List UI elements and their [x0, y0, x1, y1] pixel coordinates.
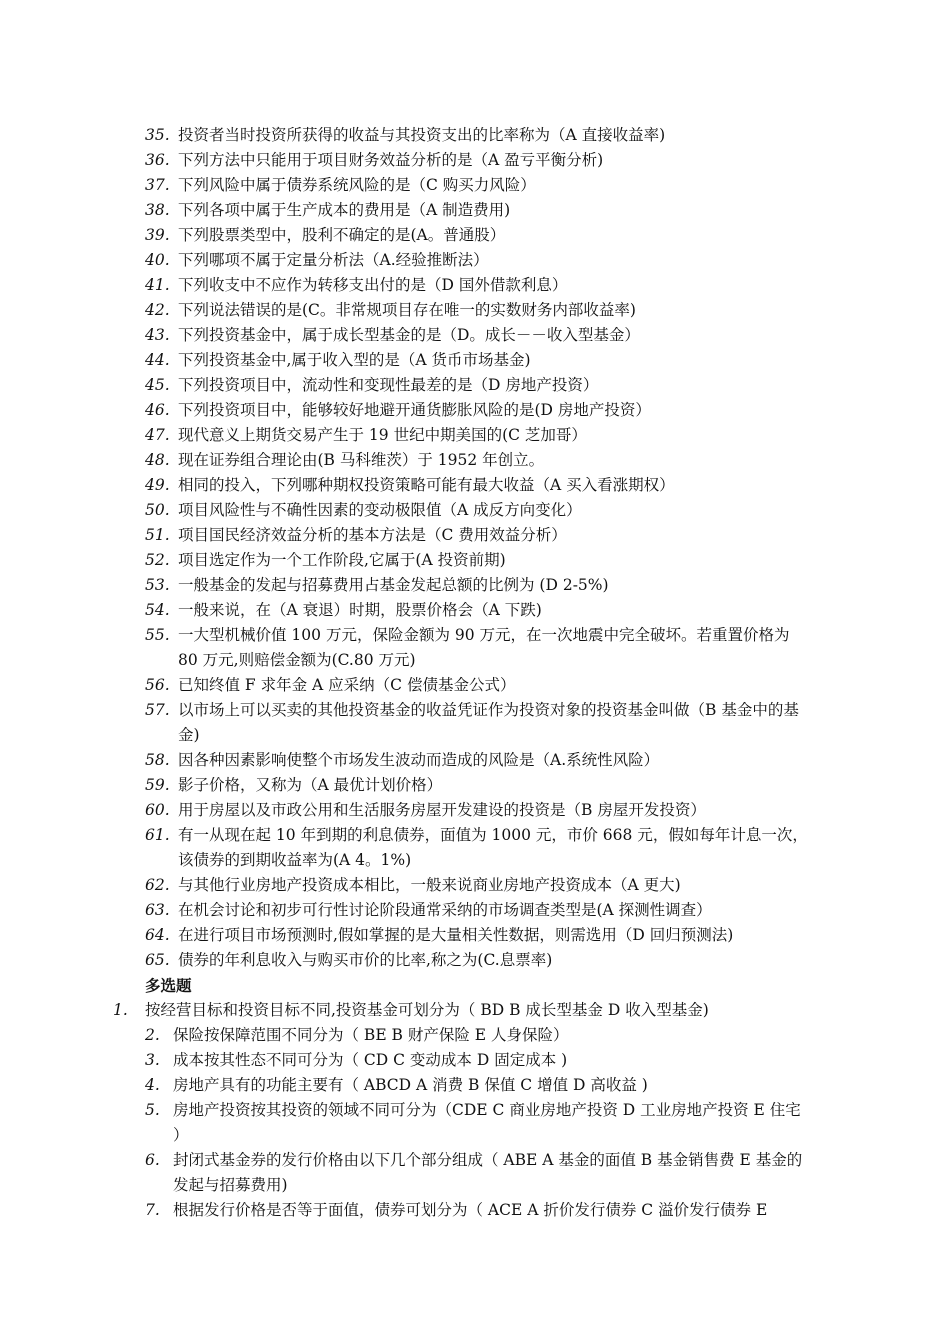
question-number: 35. [145, 126, 170, 144]
question-item [0, 248, 950, 273]
question-text: 保险按保障范围不同分为（ BE B 财产保险 E 人身保险） [173, 1026, 569, 1044]
question-number: 39. [145, 226, 170, 244]
question-item [0, 698, 950, 748]
question-item [0, 573, 950, 598]
question-text: 项目风险性与不确性因素的变动极限值（A 成反方向变化） [178, 501, 582, 519]
question-item [0, 298, 950, 323]
question-text: 投资者当时投资所获得的收益与其投资支出的比率称为（A 直接收益率) [178, 126, 666, 144]
question-number: 64. [145, 926, 170, 944]
question-number: 38. [145, 201, 170, 219]
question-text: 下列各项中属于生产成本的费用是（A 制造费用) [178, 201, 511, 219]
question-item [0, 473, 950, 498]
question-number: 65. [145, 951, 170, 969]
question-item [0, 448, 950, 473]
question-text: 下列收支中不应作为转移支出付的是（D 国外借款利息） [178, 276, 568, 294]
question-item [0, 148, 950, 173]
question-item [0, 523, 950, 548]
question-number: 61. [145, 826, 170, 844]
question-item [0, 998, 950, 1023]
question-number: 4. [145, 1076, 160, 1094]
question-item [0, 498, 950, 523]
question-number: 52. [145, 551, 170, 569]
question-number: 63. [145, 901, 170, 919]
question-number: 42. [145, 301, 170, 319]
question-text: 下列投资基金中，属于成长型基金的是（D。成长－－收入型基金） [178, 326, 640, 344]
question-item [0, 748, 950, 773]
question-item [0, 1073, 950, 1098]
question-text: 债券的年利息收入与购买市价的比率,称之为(C.息票率) [178, 951, 553, 969]
question-text: 现在证券组合理论由(B 马科维茨）于 1952 年创立。 [178, 451, 545, 469]
question-item [0, 1023, 950, 1048]
question-number: 36. [145, 151, 170, 169]
question-item [0, 623, 950, 673]
question-number: 1. [113, 1001, 128, 1019]
question-item [0, 923, 950, 948]
question-item [0, 598, 950, 623]
question-text: 有一从现在起 10 年到期的利息债券，面值为 1000 元，市价 668 元，假如每年计息一次，该债券的到期收益率为(A 4。1%) [178, 826, 808, 869]
question-text: 下列投资基金中,属于收入型的是（A 货币市场基金) [178, 351, 531, 369]
question-list [0, 123, 950, 1223]
question-number: 55. [145, 626, 170, 644]
question-number: 47. [145, 426, 170, 444]
question-item [0, 123, 950, 148]
question-number: 48. [145, 451, 170, 469]
question-item [0, 348, 950, 373]
question-number: 7. [145, 1201, 160, 1219]
question-text: 根据发行价格是否等于面值，债券可划分为（ ACE A 折价发行债券 C 溢价发行债券 E [173, 1201, 768, 1219]
question-item [0, 373, 950, 398]
question-number: 46. [145, 401, 170, 419]
question-text: 下列风险中属于债券系统风险的是（C 购买力风险） [178, 176, 536, 194]
question-item [0, 673, 950, 698]
question-item [0, 273, 950, 298]
question-number: 45. [145, 376, 170, 394]
question-text: 相同的投入，下列哪种期权投资策略可能有最大收益（A 买入看涨期权） [178, 476, 675, 494]
question-text: 一大型机械价值 100 万元，保险金额为 90 万元，在一次地震中完全破坏。若重置价格为 80 万元,则赔偿金额为(C.80 万元) [178, 626, 790, 669]
question-item [0, 948, 950, 973]
question-text: 下列哪项不属于定量分析法（A.经验推断法） [178, 251, 489, 269]
question-text: 房地产具有的功能主要有（ ABCD A 消费 B 保值 C 增值 D 高收益 ) [173, 1076, 648, 1094]
question-number: 41. [145, 276, 170, 294]
question-item [0, 198, 950, 223]
question-text: 一般来说，在（A 衰退）时期，股票价格会（A 下跌) [178, 601, 542, 619]
question-text: 项目国民经济效益分析的基本方法是（C 费用效益分析） [178, 526, 567, 544]
question-number: 58. [145, 751, 170, 769]
question-item [0, 823, 950, 873]
question-number: 49. [145, 476, 170, 494]
question-text: 以市场上可以买卖的其他投资基金的收益凭证作为投资对象的投资基金叫做（B 基金中的基金) [178, 701, 799, 744]
question-text: 项目选定作为一个工作阶段,它属于(A 投资前期) [178, 551, 506, 569]
question-item [0, 1148, 950, 1198]
question-text: 因各种因素影响使整个市场发生波动而造成的风险是（A.系统性风险） [178, 751, 660, 769]
question-text: 下列说法错误的是(C。非常规项目存在唯一的实数财务内部收益率) [178, 301, 636, 319]
question-number: 62. [145, 876, 170, 894]
question-number: 50. [145, 501, 170, 519]
question-text: 已知终值 F 求年金 A 应采纳（C 偿债基金公式） [178, 676, 516, 694]
question-item [0, 773, 950, 798]
question-number: 56. [145, 676, 170, 694]
question-text: 与其他行业房地产投资成本相比，一般来说商业房地产投资成本（A 更大) [178, 876, 681, 894]
question-number: 2. [145, 1026, 160, 1044]
question-item [0, 798, 950, 823]
question-item [0, 323, 950, 348]
question-text: 在机会讨论和初步可行性讨论阶段通常采纳的市场调查类型是(A 探测性调查） [178, 901, 712, 919]
question-number: 6. [145, 1151, 160, 1169]
question-number: 37. [145, 176, 170, 194]
question-item [0, 423, 950, 448]
question-item [0, 1048, 950, 1073]
question-item [0, 548, 950, 573]
question-text: 成本按其性态不同可分为（ CD C 变动成本 D 固定成本 ) [173, 1051, 568, 1069]
question-number: 51. [145, 526, 170, 544]
question-number: 54. [145, 601, 170, 619]
question-text: 影子价格，又称为（A 最优计划价格） [178, 776, 443, 794]
question-number: 3. [145, 1051, 160, 1069]
question-number: 57. [145, 701, 170, 719]
question-text: 一般基金的发起与招募费用占基金发起总额的比例为 (D 2-5%) [178, 576, 609, 594]
question-number: 43. [145, 326, 170, 344]
question-number: 60. [145, 801, 170, 819]
question-item [0, 873, 950, 898]
question-item [0, 1098, 950, 1148]
question-number: 5. [145, 1101, 160, 1119]
question-text: 下列股票类型中，股利不确定的是(A。普通股） [178, 226, 506, 244]
question-item [0, 398, 950, 423]
question-item [0, 173, 950, 198]
question-number: 59. [145, 776, 170, 794]
question-text: 在进行项目市场预测时,假如掌握的是大量相关性数据，则需选用（D 回归预测法) [178, 926, 734, 944]
question-text: 房地产投资按其投资的领域不同可分为（CDE C 商业房地产投资 D 工业房地产投资 E 住宅 ） [173, 1101, 801, 1144]
question-text: 封闭式基金券的发行价格由以下几个部分组成（ ABE A 基金的面值 B 基金销售费 E 基金的发起与招募费用) [173, 1151, 803, 1194]
question-text: 下列投资项目中，能够较好地避开通货膨胀风险的是(D 房地产投资） [178, 401, 651, 419]
question-text: 下列投资项目中，流动性和变现性最差的是（D 房地产投资） [178, 376, 599, 394]
question-item [0, 223, 950, 248]
question-number: 44. [145, 351, 170, 369]
section-heading: 多选题 [145, 976, 192, 995]
question-text: 现代意义上期货交易产生于 19 世纪中期美国的(C 芝加哥） [178, 426, 587, 444]
question-item [0, 898, 950, 923]
question-text: 用于房屋以及市政公用和生活服务房屋开发建设的投资是（B 房屋开发投资） [178, 801, 706, 819]
question-number: 53. [145, 576, 170, 594]
question-item [0, 1198, 950, 1223]
question-text: 下列方法中只能用于项目财务效益分析的是（A 盈亏平衡分析) [178, 151, 604, 169]
question-text: 按经营目标和投资目标不同,投资基金可划分为（ BD B 成长型基金 D 收入型基金) [145, 1001, 709, 1019]
question-number: 40. [145, 251, 170, 269]
